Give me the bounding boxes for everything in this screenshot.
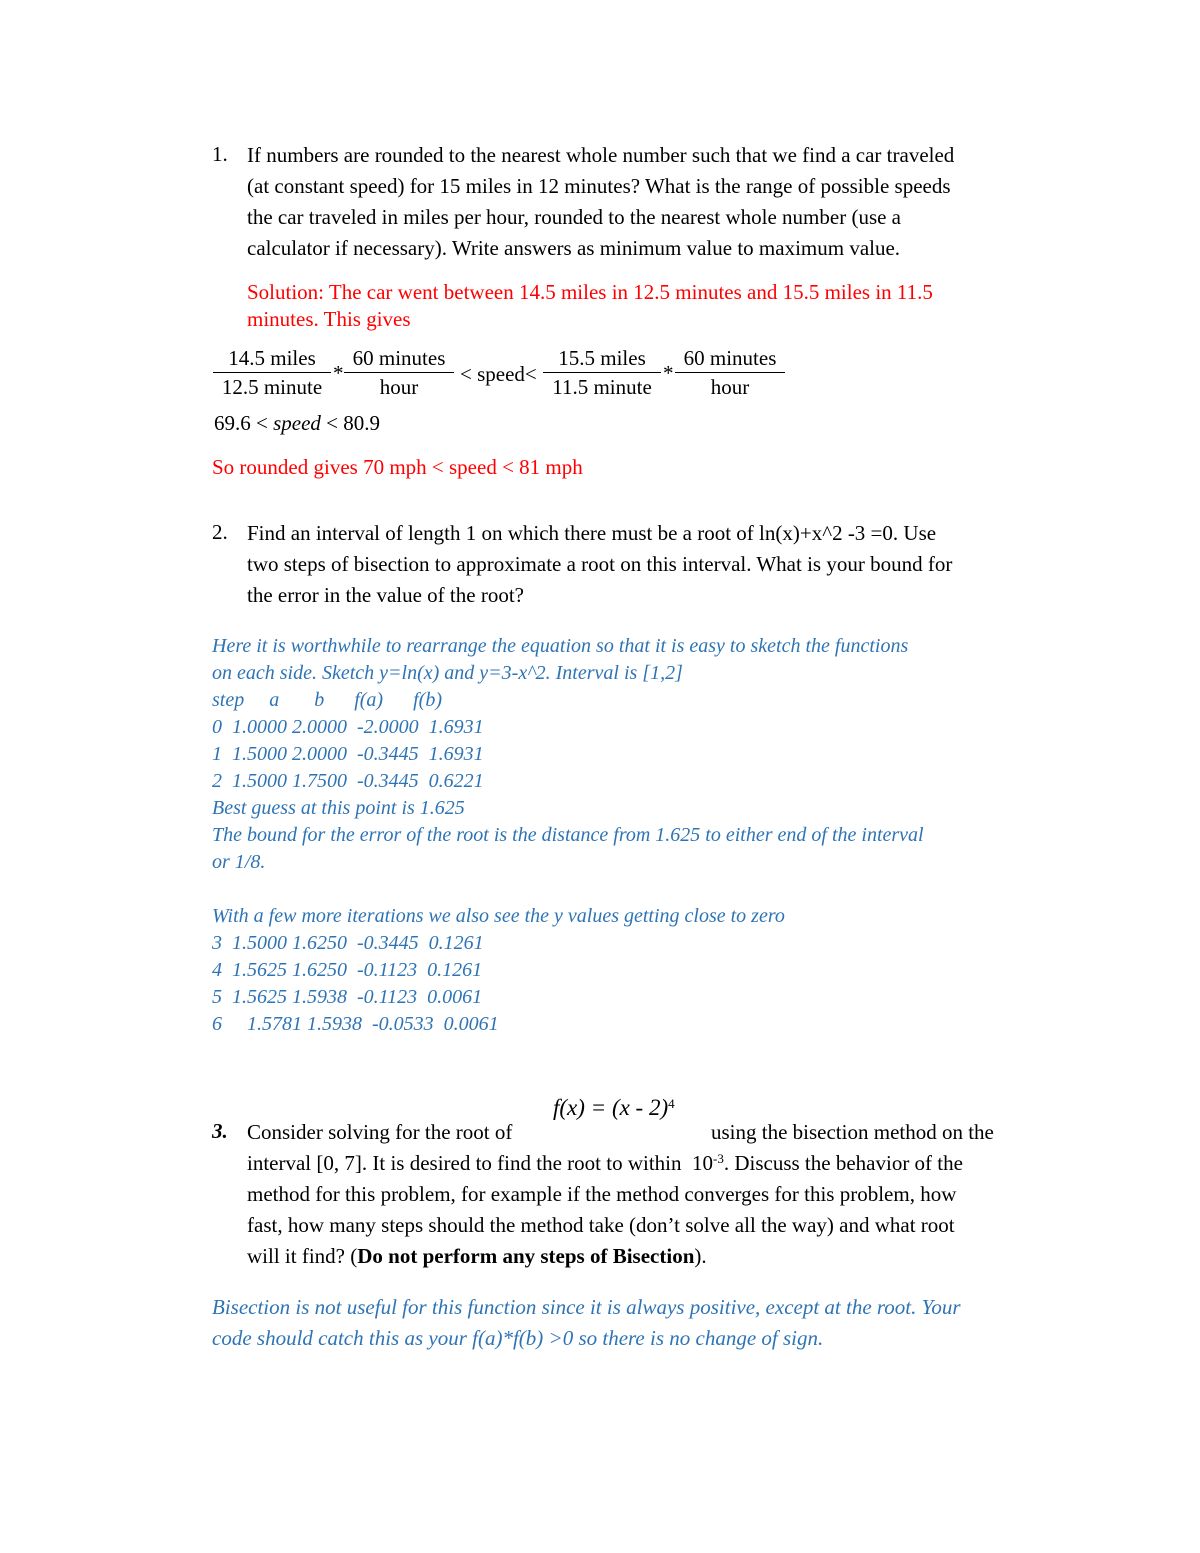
header-fb: f(b) <box>413 689 442 711</box>
question-1-number: 1. <box>212 142 228 166</box>
line2-tail: . Discuss the behavior of the <box>723 1151 963 1175</box>
fraction-denominator: 11.5 minute <box>552 375 652 399</box>
fraction-minutes-per-hour <box>344 346 454 400</box>
more-iterations <box>212 903 785 1038</box>
table-row: 4 1.5625 1.6250 -0.1123 0.1261 <box>212 959 483 981</box>
header-step: step <box>212 689 245 711</box>
speed-result <box>214 411 380 436</box>
best-guess: Best guess at this point is 1.625 <box>212 797 465 819</box>
fraction-numerator: 60 minutes <box>675 346 785 373</box>
question-2-line: two steps of bisection to approximate a root on this interval. What is your bound for <box>247 552 953 576</box>
solution-line: Solution: The car went between 14.5 miles in 12.5 minutes and 15.5 miles in 11.5 <box>247 280 933 304</box>
answer-line: Here it is worthwhile to rearrange the equation so that it is easy to sketch the functions <box>212 635 909 657</box>
question-3-line3: method for this problem, for example if the method converges for this problem, how <box>247 1182 957 1206</box>
tolerance <box>692 1151 724 1175</box>
more-iterations-text: With a few more iterations we also see the y values getting close to zero <box>212 905 785 927</box>
table-row: 0 1.0000 2.0000 -2.0000 1.6931 <box>212 716 484 738</box>
fraction-numerator: 14.5 miles <box>213 346 331 373</box>
line5-text: will it find? ( <box>247 1244 358 1268</box>
question-2-line: Find an interval of length 1 on which there must be a root of ln(x)+x^2 -3 =0. Use <box>247 521 937 545</box>
answer-line: on each side. Sketch y=ln(x) and y=3-x^2. Interval is [1,2] <box>212 662 683 684</box>
question-1-solution <box>247 279 933 333</box>
question-1-line: (at constant speed) for 15 miles in 12 minutes? What is the range of possible speeds <box>247 174 951 198</box>
bound-line: The bound for the error of the root is the distance from 1.625 to either end of the interval <box>212 824 924 846</box>
speed-result-low: 69.6 < <box>214 411 268 435</box>
question-3-answer <box>212 1292 961 1354</box>
header-b: b <box>314 689 325 711</box>
fraction-numerator: 15.5 miles <box>543 346 661 373</box>
table-row: 2 1.5000 1.7500 -0.3445 0.6221 <box>212 770 484 792</box>
question-2-text <box>247 518 952 611</box>
line5-tail: ). <box>694 1244 707 1268</box>
answer-line: code should catch this as your f(a)*f(b) >0 so there is no change of sign. <box>212 1326 824 1350</box>
fraction-denominator: 12.5 minute <box>221 375 323 399</box>
multiply-sign: * <box>663 361 674 385</box>
line2-text: interval [0, 7]. It is desired to find the root to within <box>247 1151 682 1175</box>
question-1-line: the car traveled in miles per hour, rounded to the nearest whole number (use a <box>247 205 902 229</box>
question-3-body <box>247 1148 963 1272</box>
line5-bold: Do not perform any steps of Bisection <box>357 1244 695 1268</box>
fraction-denominator: hour <box>710 375 750 399</box>
question-1-line: If numbers are rounded to the nearest whole number such that we find a car traveled <box>247 143 955 167</box>
speed-result-high: < 80.9 <box>326 411 381 435</box>
tolerance-base: 10 <box>692 1151 713 1175</box>
bisection-table-header <box>212 687 924 714</box>
fraction-miles-per-minute-high <box>543 346 661 400</box>
speed-label: < speed< <box>460 362 537 386</box>
table-row: 5 1.5625 1.5938 -0.1123 0.0061 <box>212 986 483 1008</box>
question-2-line: the error in the value of the root? <box>247 583 524 607</box>
speed-result-var: speed <box>273 411 321 435</box>
function-formula-text: f(x) = (x - 2) <box>553 1095 669 1120</box>
question-3-line5 <box>247 1241 963 1272</box>
question-3-line2 <box>247 1148 963 1179</box>
question-2-answer <box>212 633 924 876</box>
solution-line: minutes. This gives <box>247 307 411 331</box>
header-a: a <box>269 689 280 711</box>
multiply-sign: * <box>333 361 344 385</box>
fraction-numerator: 60 minutes <box>344 346 454 373</box>
rounded-answer: So rounded gives 70 mph < speed < 81 mph <box>212 455 583 479</box>
question-1-text <box>247 140 954 264</box>
function-formula-exponent: 4 <box>668 1096 675 1111</box>
table-row: 1 1.5000 2.0000 -0.3445 1.6931 <box>212 743 484 765</box>
header-fa: f(a) <box>354 689 384 711</box>
question-3-line1-tail: using the bisection method on the <box>711 1120 994 1144</box>
answer-line: Bisection is not useful for this function since it is always positive, except at the root. Your <box>212 1295 961 1319</box>
table-row: 3 1.5000 1.6250 -0.3445 0.1261 <box>212 932 484 954</box>
question-1-line: calculator if necessary). Write answers as minimum value to maximum value. <box>247 236 901 260</box>
bound-line: or 1/8. <box>212 851 266 873</box>
fraction-minutes-per-hour <box>675 346 785 400</box>
question-2-number: 2. <box>212 520 228 544</box>
fraction-denominator: hour <box>379 375 419 399</box>
question-3-lead: Consider solving for the root of <box>247 1120 513 1144</box>
question-3-line4: fast, how many steps should the method take (don’t solve all the way) and what root <box>247 1213 955 1237</box>
function-formula <box>553 1095 675 1121</box>
tolerance-exponent: -3 <box>713 1151 724 1166</box>
fraction-miles-per-minute-low <box>213 346 331 400</box>
table-row: 6 1.5781 1.5938 -0.0533 0.0061 <box>212 1013 499 1035</box>
question-3-number: 3. <box>212 1119 228 1143</box>
